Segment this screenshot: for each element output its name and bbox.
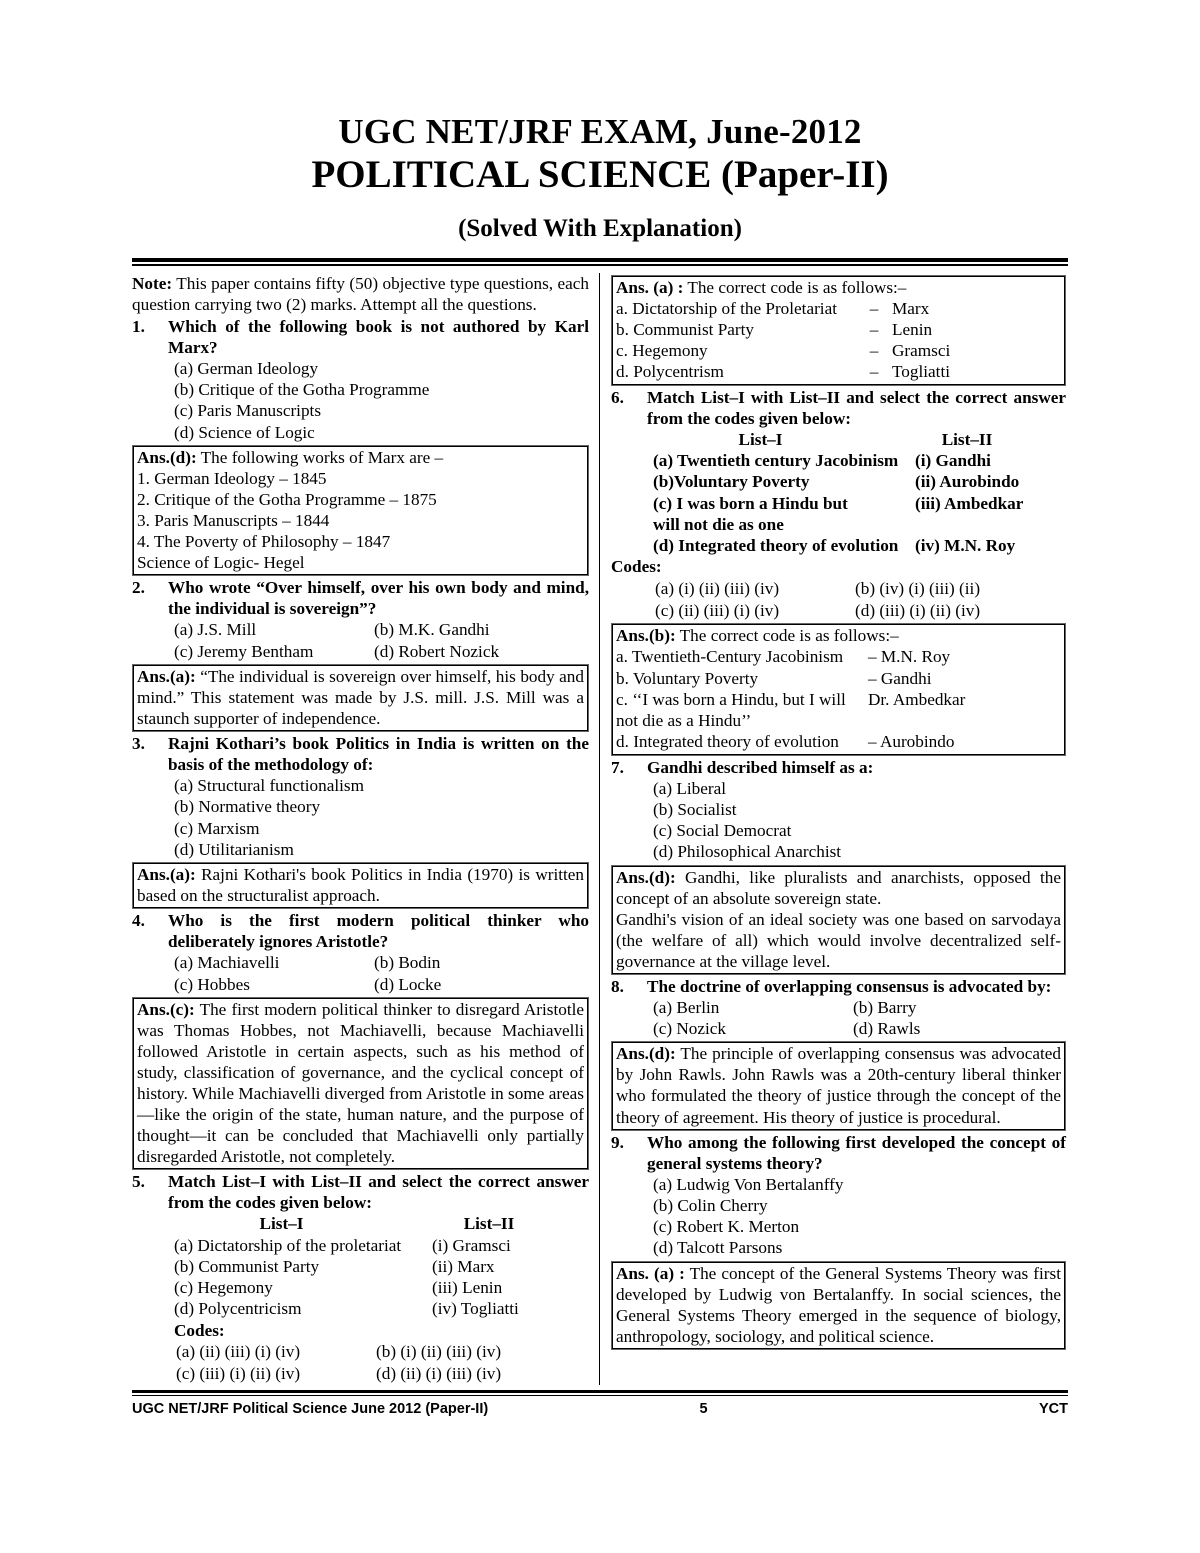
answer-line: 4. The Poverty of Philosophy – 1847 bbox=[137, 532, 391, 552]
answer-row bbox=[616, 319, 1061, 340]
match-pair bbox=[653, 493, 1066, 514]
answer-body: The concept of the General Systems Theory was first developed by Ludwig von Bertalanffy. In social sciences, the General Systems Theory emerged in the sequence of biology, anthropology, sociology, and political science. bbox=[616, 1263, 1061, 1346]
answer-intro bbox=[616, 277, 1061, 298]
answer-box-8 bbox=[611, 1041, 1066, 1130]
options-3 bbox=[174, 775, 589, 860]
list-ii-heading: List–II bbox=[941, 429, 993, 449]
answer-label: Ans. (a) : bbox=[616, 1263, 685, 1283]
answer-label: Ans.(c): bbox=[137, 999, 195, 1019]
option-b[interactable]: (b) Bodin bbox=[374, 953, 441, 973]
option-a[interactable]: (a) Liberal bbox=[653, 778, 726, 798]
answer-item: d. Polycentrism bbox=[616, 362, 724, 382]
answer-text bbox=[616, 867, 1061, 909]
answer-intro bbox=[137, 447, 584, 468]
answer-dash: – bbox=[869, 362, 879, 382]
answer-intro-text: The following works of Marx are – bbox=[196, 447, 444, 467]
match-pair bbox=[174, 1298, 589, 1319]
match-pair bbox=[174, 1235, 589, 1256]
question-7 bbox=[611, 757, 1066, 778]
answer-label: Ans.(d): bbox=[616, 867, 676, 887]
option-row bbox=[174, 974, 589, 995]
list-i-item: (d) Polycentricism bbox=[174, 1299, 302, 1319]
answer-label: Ans.(b): bbox=[616, 626, 676, 646]
question-number: 6. bbox=[611, 387, 624, 407]
note-text: This paper contains fifty (50) objective type questions, each question carrying two (2) marks. Attempt all the questions. bbox=[132, 273, 589, 314]
answer-row bbox=[616, 668, 1061, 689]
match-pair bbox=[653, 450, 1066, 471]
answer-box-6 bbox=[611, 623, 1066, 755]
list-ii-item-cont bbox=[915, 514, 1066, 535]
code-option-c[interactable]: (c) (ii) (iii) (i) (iv) bbox=[655, 600, 780, 620]
list-i-heading: List–I bbox=[738, 429, 783, 449]
match-pair bbox=[174, 1277, 589, 1298]
list-ii-heading: List–II bbox=[463, 1214, 515, 1234]
option-a[interactable]: (a) Machiavelli bbox=[174, 953, 280, 973]
list-ii-item: (i) Gandhi bbox=[915, 451, 991, 471]
question-number: 3. bbox=[132, 733, 145, 753]
answer-row bbox=[616, 731, 1061, 752]
match-pair bbox=[653, 535, 1066, 556]
answer-match: Gramsci bbox=[892, 341, 951, 361]
option-row bbox=[174, 619, 589, 640]
question-1 bbox=[132, 316, 589, 358]
question-3 bbox=[132, 733, 589, 775]
footer-left-text: UGC NET/JRF Political Science June 2012 (Paper-II) bbox=[132, 1401, 489, 1418]
header-divider bbox=[132, 258, 1068, 266]
answer-row bbox=[616, 646, 1061, 667]
answer-match: Dr. Ambedkar bbox=[868, 689, 966, 709]
answer-line: 1. German Ideology – 1845 bbox=[137, 468, 327, 488]
answer-match: Lenin bbox=[892, 319, 933, 339]
option-a[interactable]: (a) Ludwig Von Bertalanffy bbox=[653, 1174, 844, 1194]
answer-text-2: Gandhi's vision of an ideal society was one based on sarvodaya (the welfare of all) which would involve decentralized self-governance at the village level. bbox=[616, 909, 1061, 971]
question-2 bbox=[132, 577, 589, 619]
question-number: 5. bbox=[132, 1172, 145, 1192]
list-ii-item: (iii) Ambedkar bbox=[915, 493, 1024, 513]
option-a[interactable]: (a) Structural functionalism bbox=[174, 776, 364, 796]
page-footer bbox=[132, 1401, 1068, 1417]
code-option-a[interactable]: (a) (i) (ii) (iii) (iv) bbox=[655, 578, 780, 598]
list-ii-item: (iv) M.N. Roy bbox=[915, 536, 1016, 556]
option-b[interactable]: (b) Colin Cherry bbox=[653, 1195, 768, 1215]
list-i-item: (a) Dictatorship of the proletariat bbox=[174, 1235, 402, 1255]
codes-label: Codes: bbox=[611, 557, 662, 577]
answer-label: Ans.(d): bbox=[616, 1044, 676, 1064]
option-b[interactable]: (b) Barry bbox=[853, 997, 917, 1017]
options-4 bbox=[174, 952, 589, 994]
option-b[interactable]: (b) Critique of the Gotha Programme bbox=[174, 380, 430, 400]
answer-item: c. ‘‘I was born a Hindu, but I will bbox=[616, 689, 846, 709]
options-2 bbox=[174, 619, 589, 661]
answer-body: The principle of overlapping consensus was advocated by John Rawls. John Rawls was a 20th-century liberal thinker who formulated the theory of justice through the concept of the theory of agreement. His theory of justice is procedural. bbox=[616, 1044, 1061, 1127]
option-c[interactable]: (c) Hobbes bbox=[174, 974, 250, 994]
list-i-item: (d) Integrated theory of evolution bbox=[653, 536, 899, 556]
question-text: The doctrine of overlapping consensus is advocated by: bbox=[647, 976, 1052, 996]
list-headings-6 bbox=[653, 429, 1066, 450]
question-number: 2. bbox=[132, 578, 145, 598]
question-8 bbox=[611, 976, 1066, 997]
question-text: Who is the first modern political thinker who deliberately ignores Aristotle? bbox=[168, 911, 589, 952]
answer-item: a. Dictatorship of the Proletariat bbox=[616, 298, 837, 318]
answer-intro-text: The correct code is as follows:– bbox=[675, 626, 899, 646]
list-i-item-cont: will not die as one bbox=[653, 514, 784, 534]
answer-match: – M.N. Roy bbox=[868, 647, 951, 667]
answer-row-continued bbox=[616, 710, 1061, 731]
list-ii-item: (ii) Aurobindo bbox=[915, 472, 1020, 492]
option-a[interactable]: (a) Berlin bbox=[653, 997, 720, 1017]
answer-intro-text: The correct code is as follows:– bbox=[683, 277, 907, 297]
code-option-b[interactable]: (b) (i) (ii) (iii) (iv) bbox=[376, 1342, 502, 1362]
options-1 bbox=[174, 358, 589, 443]
question-text: Who wrote “Over himself, over his own body and mind, the individual is sovereign”? bbox=[168, 578, 589, 619]
answer-item-cont: not die as a Hindu’’ bbox=[616, 711, 752, 731]
option-d[interactable]: (d) Science of Logic bbox=[174, 422, 315, 442]
option-c[interactable]: (c) Paris Manuscripts bbox=[174, 401, 322, 421]
option-d[interactable]: (d) Rawls bbox=[853, 1019, 921, 1039]
answer-match: Marx bbox=[892, 298, 930, 318]
option-c[interactable]: (c) Marxism bbox=[174, 818, 260, 838]
answer-match-cont bbox=[868, 710, 1061, 731]
answer-text bbox=[616, 1263, 1061, 1347]
answer-dash: – bbox=[869, 341, 879, 361]
option-b[interactable]: (b) Socialist bbox=[653, 799, 737, 819]
answer-dash: – bbox=[869, 298, 879, 318]
codes-label: Codes: bbox=[174, 1320, 225, 1340]
list-i-item: (c) Hegemony bbox=[174, 1278, 273, 1298]
list-ii-item: (ii) Marx bbox=[432, 1256, 495, 1276]
answer-text bbox=[616, 1043, 1061, 1127]
answer-box-9 bbox=[611, 1261, 1066, 1350]
option-d[interactable]: (d) Philosophical Anarchist bbox=[653, 842, 842, 862]
list-i-heading: List–I bbox=[259, 1214, 304, 1234]
page-number: 5 bbox=[699, 1401, 708, 1418]
question-4 bbox=[132, 910, 589, 952]
question-text: Which of the following book is not authored by Karl Marx? bbox=[168, 316, 589, 357]
option-row bbox=[653, 1018, 1066, 1039]
option-b[interactable]: (b) Normative theory bbox=[174, 797, 321, 817]
option-row bbox=[653, 997, 1066, 1018]
answer-body: “The individual is sovereign over himself, his body and mind.” This statement was made by J.S. mill. J.S. Mill was a staunch supporter of independence. bbox=[137, 666, 584, 728]
answer-line: 2. Critique of the Gotha Programme – 1875 bbox=[137, 489, 437, 509]
answer-item: d. Integrated theory of evolution bbox=[616, 732, 839, 752]
answer-label: Ans.(a): bbox=[137, 666, 196, 686]
solved-subtitle: (Solved With Explanation) bbox=[458, 214, 742, 242]
code-row bbox=[176, 1363, 589, 1385]
answer-match: Togliatti bbox=[892, 362, 950, 382]
question-number: 1. bbox=[132, 316, 145, 336]
answer-box-5 bbox=[611, 275, 1066, 386]
answer-box-3 bbox=[132, 862, 589, 909]
list-i-item: (b) Communist Party bbox=[174, 1256, 320, 1276]
code-row bbox=[655, 578, 1066, 600]
question-5 bbox=[132, 1171, 589, 1213]
question-9 bbox=[611, 1132, 1066, 1174]
list-ii-item: (iii) Lenin bbox=[432, 1278, 503, 1298]
answer-row bbox=[616, 298, 1061, 319]
list-i-item: (c) I was born a Hindu but bbox=[653, 493, 848, 513]
code-row bbox=[655, 600, 1066, 622]
question-6 bbox=[611, 387, 1066, 429]
answer-item: b. Communist Party bbox=[616, 319, 754, 339]
answer-text bbox=[137, 999, 584, 1168]
match-pair bbox=[653, 471, 1066, 492]
code-option-d[interactable]: (d) (ii) (i) (iii) (iv) bbox=[376, 1364, 502, 1383]
match-pair bbox=[174, 1256, 589, 1277]
options-8 bbox=[653, 997, 1066, 1039]
question-number: 9. bbox=[611, 1132, 624, 1152]
answer-text bbox=[137, 864, 584, 906]
code-option-a[interactable]: (a) (ii) (iii) (i) (iv) bbox=[176, 1342, 301, 1362]
answer-text bbox=[137, 666, 584, 729]
answer-row bbox=[616, 361, 1061, 382]
answer-item: b. Voluntary Poverty bbox=[616, 668, 759, 688]
list-ii-item: (iv) Togliatti bbox=[432, 1299, 519, 1319]
question-text: Gandhi described himself as a: bbox=[647, 757, 874, 777]
option-row bbox=[174, 641, 589, 662]
exam-title: UGC NET/JRF EXAM, June-2012 bbox=[338, 112, 862, 151]
answer-dash: – bbox=[869, 319, 879, 339]
option-d[interactable]: (d) Utilitarianism bbox=[174, 839, 294, 859]
option-d[interactable]: (d) Robert Nozick bbox=[374, 641, 500, 661]
footer-divider bbox=[132, 1390, 1068, 1397]
note-paragraph bbox=[132, 273, 589, 315]
right-column bbox=[599, 273, 1066, 1385]
footer-right-text: YCT bbox=[1039, 1401, 1068, 1418]
answer-match: – Aurobindo bbox=[868, 732, 955, 752]
left-column bbox=[132, 273, 599, 1385]
answer-body: Rajni Kothari's book Politics in India (1970) is written based on the structuralist approach. bbox=[137, 865, 584, 906]
code-option-c[interactable]: (c) (iii) (i) (ii) (iv) bbox=[176, 1364, 301, 1383]
answer-box-1 bbox=[132, 445, 589, 576]
answer-line: Science of Logic- Hegel bbox=[137, 553, 305, 573]
answer-label: Ans.(d): bbox=[137, 447, 197, 467]
answer-row bbox=[616, 689, 1061, 710]
option-c[interactable]: (c) Social Democrat bbox=[653, 821, 792, 841]
answer-item: c. Hegemony bbox=[616, 341, 708, 361]
answer-intro bbox=[616, 625, 1061, 646]
option-d[interactable]: (d) Locke bbox=[374, 974, 442, 994]
list-i-item: (b)Voluntary Poverty bbox=[653, 472, 810, 492]
answer-line: 3. Paris Manuscripts – 1844 bbox=[137, 511, 330, 531]
match-pair-continued bbox=[653, 514, 1066, 535]
code-option-b[interactable]: (b) (iv) (i) (iii) (ii) bbox=[855, 578, 981, 598]
answer-box-7 bbox=[611, 865, 1066, 975]
title-block bbox=[132, 0, 1068, 244]
option-c[interactable]: (c) Robert K. Merton bbox=[653, 1217, 800, 1237]
answer-label: Ans.(a): bbox=[137, 865, 196, 885]
answer-box-2 bbox=[132, 664, 589, 732]
question-text: Match List–I with List–II and select the correct answer from the codes given below: bbox=[168, 1172, 589, 1213]
options-9 bbox=[653, 1174, 1066, 1259]
list-headings-5 bbox=[174, 1213, 589, 1234]
code-option-d[interactable]: (d) (iii) (i) (ii) (iv) bbox=[855, 600, 981, 620]
note-label: Note: bbox=[132, 273, 173, 293]
list-i-item: (a) Twentieth century Jacobinism bbox=[653, 451, 899, 471]
question-text: Rajni Kothari’s book Politics in India is written on the basis of the methodology of: bbox=[168, 733, 589, 775]
option-a[interactable]: (a) J.S. Mill bbox=[174, 620, 257, 640]
question-number: 8. bbox=[611, 976, 624, 996]
answer-row bbox=[616, 340, 1061, 361]
answer-box-4 bbox=[132, 997, 589, 1171]
option-c[interactable]: (c) Nozick bbox=[653, 1019, 727, 1039]
subject-title: POLITICAL SCIENCE (Paper-II) bbox=[311, 153, 889, 197]
list-ii-item: (i) Gramsci bbox=[432, 1235, 511, 1255]
question-text: Who among the following first developed the concept of general systems theory? bbox=[647, 1132, 1066, 1173]
answer-match: – Gandhi bbox=[868, 668, 932, 688]
code-row bbox=[176, 1341, 589, 1363]
question-text: Match List–I with List–II and select the correct answer from the codes given below: bbox=[647, 387, 1066, 428]
question-number: 4. bbox=[132, 911, 145, 931]
option-row bbox=[174, 952, 589, 973]
answer-body: Gandhi, like pluralists and anarchists, opposed the concept of an absolute sovereign state. bbox=[616, 867, 1061, 908]
answer-label: Ans. (a) : bbox=[616, 277, 684, 297]
option-a[interactable]: (a) German Ideology bbox=[174, 358, 319, 378]
two-column-body bbox=[132, 273, 1068, 1385]
answer-body: The first modern political thinker to disregard Aristotle was Thomas Hobbes, not Machiavelli, because Machiavelli followed Aristotle in certain aspects, such as his method of study, classification of governance, and the cyclical concept of history. While Machiavelli diverged from Aristotle in some areas—like the origin of the state, human nature, and the purpose of thought—it can be concluded that Machiavelli only partially disregarded Aristotle, not completely. bbox=[137, 999, 584, 1167]
options-7 bbox=[653, 778, 1066, 863]
option-b[interactable]: (b) M.K. Gandhi bbox=[374, 620, 490, 640]
option-c[interactable]: (c) Jeremy Bentham bbox=[174, 641, 314, 661]
answer-item: a. Twentieth-Century Jacobinism bbox=[616, 647, 844, 667]
question-number: 7. bbox=[611, 757, 624, 777]
option-d[interactable]: (d) Talcott Parsons bbox=[653, 1238, 783, 1258]
